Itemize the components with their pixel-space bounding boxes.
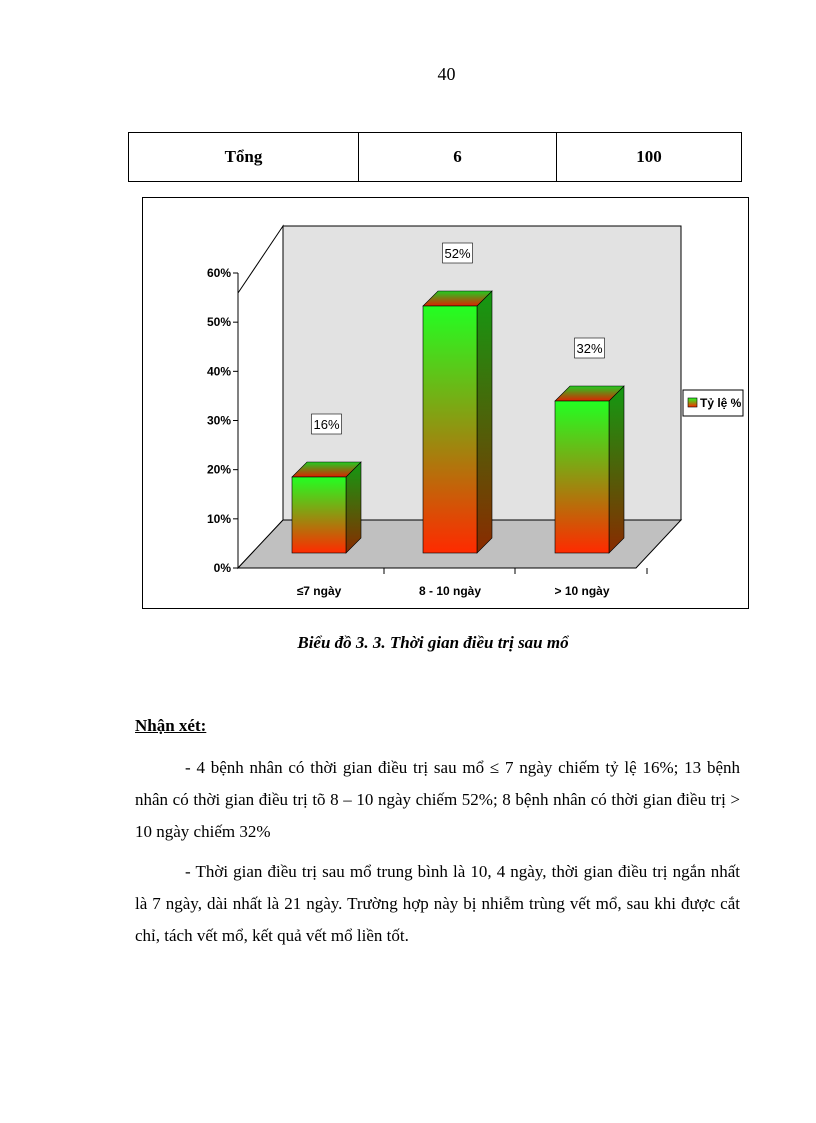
bar [423,306,477,553]
bar [292,477,346,553]
bar-side [346,462,361,553]
data-label: 32% [576,341,603,356]
data-label: 16% [313,417,340,432]
bar [555,401,609,553]
summary-table [128,132,742,182]
table-cell-count: 6 [359,133,557,182]
y-tick-label: 60% [206,266,231,280]
comment-paragraph-2: - Thời gian điều trị sau mổ trung bình là 10, 4 ngày, thời gian điều trị ngắn nhất là 7 ngày, dài nhất là 21 ngày. Trường hợp này bị nhiễm trùng vết mổ, sau khi được cắt chỉ, tách vết mổ, kết quả vết mổ liền tốt. [135,862,740,945]
x-tick-label: 8 - 10 ngày [418,584,482,598]
table-row [129,133,742,182]
y-tick-label: 30% [206,413,231,428]
chart-caption: Biểu đồ 3. 3. Thời gian điều trị sau mổ [297,633,569,652]
chart-frame [142,197,749,609]
y-tick-label: 40% [206,364,231,379]
x-tick-label: > 10 ngày [554,584,610,598]
y-tick-label: 20% [206,462,231,477]
y-tick-label: 0% [213,561,231,575]
chart-side-wall [238,226,283,568]
legend-swatch [688,398,697,407]
bar-side [477,291,492,553]
page-number: 40 [437,64,456,84]
comment-paragraph-1: - 4 bệnh nhân có thời gian điều trị sau mổ ≤ 7 ngày chiếm tỷ lệ 16%; 13 bệnh nhân có thời gian điều trị tõ 8 – 10 ngày chiếm 52%; 8 bệnh nhân có thời gian điều trị > 10 ngày chiếm 32% [135,758,740,841]
data-label: 52% [444,246,471,261]
table-cell-percent: 100 [557,133,742,182]
bar-chart [143,198,748,608]
bar-side [609,386,624,553]
y-tick-label: 10% [206,511,231,526]
comments-heading: Nhận xét: [135,716,207,735]
x-tick-label: ≤7 ngày [296,584,342,598]
table-cell-label: Tổng [129,133,359,182]
legend-label: Tỷ lệ % [700,396,742,410]
y-tick-label: 50% [206,315,231,330]
